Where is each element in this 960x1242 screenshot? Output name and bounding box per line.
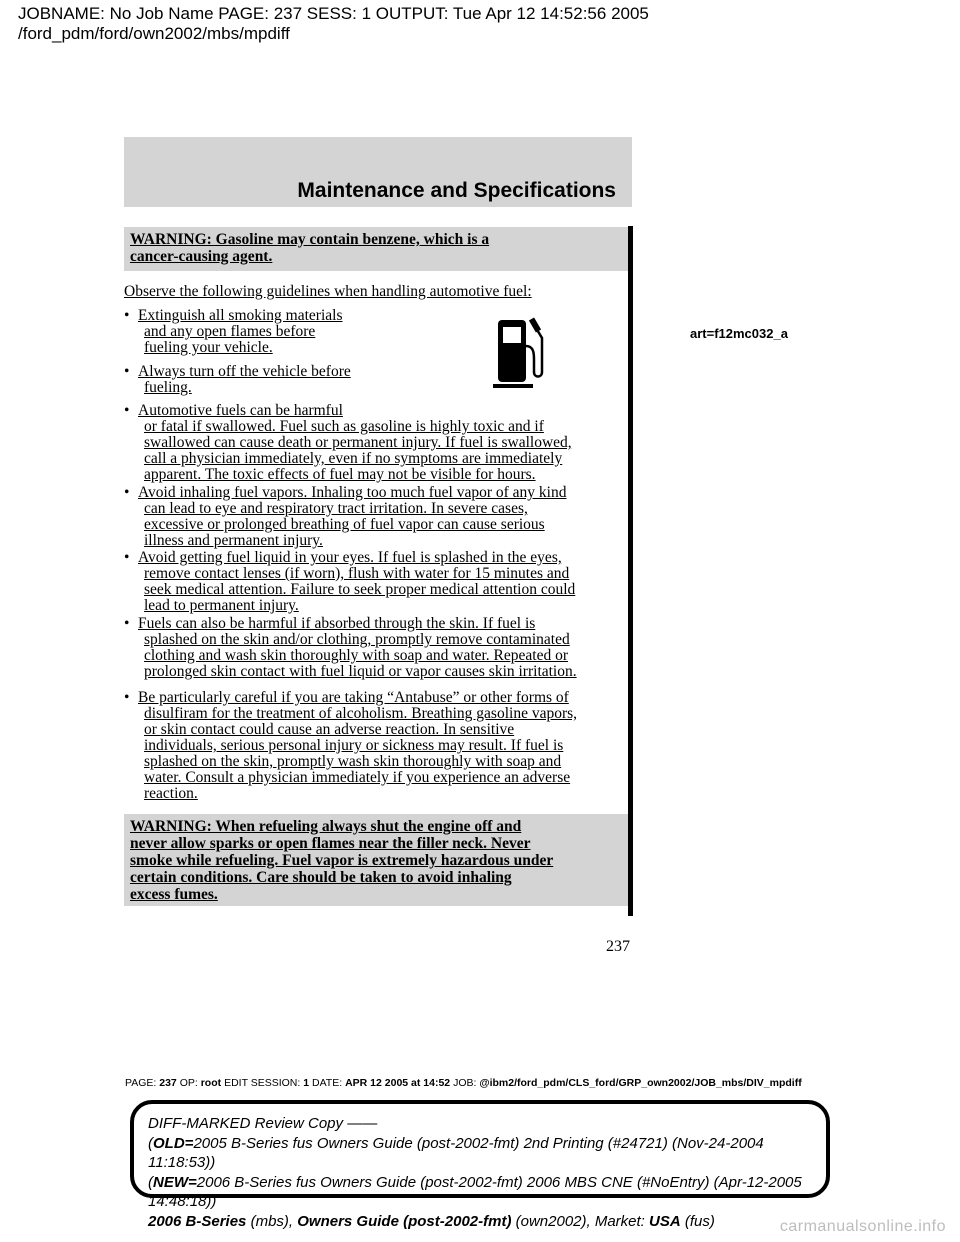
footer-page-label: PAGE: [125, 1077, 157, 1089]
warning-refueling-line5: excess fumes. [130, 886, 218, 903]
job-header-line2: /ford_pdm/ford/own2002/mbs/mpdiff [18, 24, 290, 43]
bullet-3-line: or fatal if swallowed. Fuel such as gasoline is highly toxic and if [144, 418, 544, 435]
review-guide: Owners Guide (post-2002-fmt) [297, 1212, 512, 1230]
bullet-marker: • [124, 549, 130, 566]
review-old-value: 2005 B-Series fus Owners Guide (post-2002-fmt) 2nd Printing (#24721) (Nov-24-2004 11:18:53)) [148, 1134, 764, 1171]
bullet-5-line: Avoid getting fuel liquid in your eyes. If fuel is splashed in the eyes, [138, 549, 562, 566]
warning-benzene [124, 227, 628, 271]
watermark: carmanualsonline.info [779, 1218, 946, 1235]
warning-benzene-line2: cancer-causing agent. [130, 248, 273, 265]
bullet-marker: • [124, 689, 130, 706]
bullet-6-line: splashed on the skin and/or clothing, promptly remove contaminated [144, 631, 570, 648]
bullet-item-1 [124, 308, 343, 356]
review-series: 2006 B-Series [148, 1212, 247, 1230]
job-header-line1: JOBNAME: No Job Name PAGE: 237 SESS: 1 OUTPUT: Tue Apr 12 14:52:56 2005 [18, 4, 649, 23]
bullet-4-line: Avoid inhaling fuel vapors. Inhaling too much fuel vapor of any kind [138, 484, 567, 501]
review-copy-box [130, 1100, 830, 1230]
section-title: Maintenance and Specifications [297, 179, 616, 202]
bullet-3-line: swallowed can cause death or permanent injury. If fuel is swallowed, [144, 434, 572, 451]
bullet-7-line: reaction. [144, 785, 198, 802]
bullet-5-line: remove contact lenses (if worn), flush with water for 15 minutes and [144, 565, 570, 582]
change-bar [628, 226, 633, 916]
bullet-1-line: Extinguish all smoking materials [138, 307, 343, 324]
bullet-1-line: and any open flames before [144, 323, 316, 340]
bullet-marker: • [124, 484, 130, 501]
footer-job-label: JOB: [453, 1077, 477, 1089]
bullet-7-line: individuals, serious personal injury or sickness may result. If fuel is [144, 737, 564, 754]
review-old-label: OLD= [153, 1134, 194, 1152]
footer-date-label: DATE: [312, 1077, 343, 1089]
bullet-item-6 [124, 616, 577, 680]
review-market-line [148, 1212, 826, 1232]
warning-refueling-line2: never allow sparks or open flames near the filler neck. Never [130, 835, 531, 852]
bullet-4-line: can lead to eye and respiratory tract irritation. In severe cases, [144, 500, 528, 517]
review-series-code: (mbs), [246, 1212, 298, 1230]
bullet-4-line: illness and permanent injury. [144, 532, 323, 549]
footer-metadata [125, 1077, 802, 1089]
page-number: 237 [606, 938, 630, 955]
section-header [124, 137, 632, 207]
bullet-5-line: lead to permanent injury. [144, 597, 299, 614]
warning-benzene-line1: WARNING: Gasoline may contain benzene, which is a [130, 231, 490, 248]
bullet-marker: • [124, 363, 130, 380]
bullet-item-5 [124, 550, 575, 614]
bullet-item-4 [124, 485, 566, 549]
footer-op-label: OP: [179, 1077, 198, 1089]
bullet-2-line: fueling. [144, 379, 192, 396]
bullet-6-line: clothing and wash skin thoroughly with soap and water. Repeated or [144, 647, 569, 664]
bullet-4-line: excessive or prolonged breathing of fuel vapor can cause serious [144, 516, 545, 533]
review-old-open: ( [148, 1134, 153, 1152]
bullet-7-line: water. Consult a physician immediately if you experience an adverse [144, 769, 571, 786]
bullet-7-line: splashed on the skin, promptly wash skin thoroughly with soap and [144, 753, 562, 770]
job-header [18, 4, 649, 44]
warning-refueling-line4: certain conditions. Care should be taken to avoid inhaling [130, 869, 512, 886]
bullet-1-line: fueling your vehicle. [144, 339, 273, 356]
bullet-item-7 [124, 690, 577, 802]
footer-op-value: root [200, 1077, 222, 1089]
bullet-3-line: Automotive fuels can be harmful [138, 402, 343, 419]
bullet-7-line: Be particularly careful if you are taking “Antabuse” or other forms of [138, 689, 569, 706]
bullet-item-2 [124, 364, 351, 396]
fuel-pump-icon [488, 316, 556, 392]
bullet-3-line: apparent. The toxic effects of fuel may not be visible for hours. [144, 466, 536, 483]
footer-page-value: 237 [159, 1077, 177, 1089]
bullet-6-line: prolonged skin contact with fuel liquid or vapor causes skin irritation. [144, 663, 577, 680]
review-market-label: Market: [594, 1212, 650, 1230]
warning-refueling-line3: smoke while refueling. Fuel vapor is extremely hazardous under [130, 852, 554, 869]
intro-text: Observe the following guidelines when handling automotive fuel: [124, 283, 532, 300]
bullet-7-line: or skin contact could cause an adverse reaction. In sensitive [144, 721, 515, 738]
footer-edit-value: 1 [303, 1077, 310, 1089]
footer-date-value: APR 12 2005 at 14:52 [345, 1077, 451, 1089]
review-new-open: ( [148, 1173, 153, 1191]
review-new-line [148, 1173, 826, 1212]
review-guide-code: (own2002), [511, 1212, 595, 1230]
bullet-marker: • [124, 402, 130, 419]
footer-edit-label: EDIT SESSION: [224, 1077, 301, 1089]
bullet-3-line: call a physician immediately, even if no symptoms are immediately [144, 450, 563, 467]
bullet-5-line: seek medical attention. Failure to seek proper medical attention could [144, 581, 576, 598]
bullet-marker: • [124, 307, 130, 324]
review-line1: DIFF-MARKED Review Copy —— [148, 1115, 378, 1132]
footer-job-value: @ibm2/ford_pdm/CLS_ford/GRP_own2002/JOB_mbs/DIV_mpdiff [479, 1077, 802, 1089]
bullet-7-line: disulfiram for the treatment of alcoholism. Breathing gasoline vapors, [144, 705, 578, 722]
review-old-line [148, 1134, 826, 1173]
review-market-value: USA [649, 1212, 681, 1230]
bullet-marker: • [124, 615, 130, 632]
bullet-6-line: Fuels can also be harmful if absorbed through the skin. If fuel is [138, 615, 536, 632]
warning-refueling [124, 814, 628, 906]
review-new-label: NEW= [153, 1173, 197, 1191]
art-label: art=f12mc032_a [690, 326, 788, 341]
review-market-code: (fus) [680, 1212, 715, 1230]
review-new-value: 2006 B-Series fus Owners Guide (post-2002-fmt) 2006 MBS CNE (#NoEntry) (Apr-12-2005 14:48:18)) [148, 1173, 802, 1210]
warning-refueling-line1: WARNING: When refueling always shut the engine off and [130, 818, 522, 835]
bullet-2-line: Always turn off the vehicle before [138, 363, 351, 380]
bullet-item-3 [124, 403, 572, 483]
